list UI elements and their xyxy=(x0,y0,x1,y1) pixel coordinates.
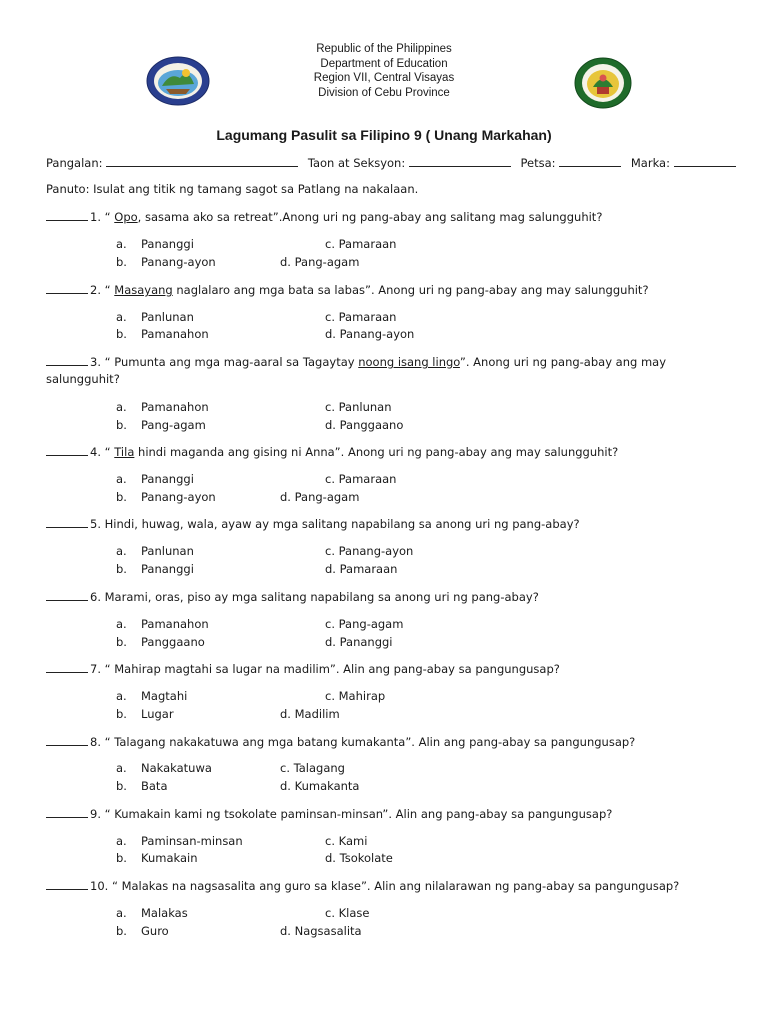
letterhead-line: Department of Education xyxy=(320,57,448,70)
option-text: Pananggi xyxy=(141,562,194,576)
question-text: , sasama ako sa retreat”.Anong uri ng pang-abay ang salitang mag salungguhit? xyxy=(137,210,603,224)
question-number: 5. xyxy=(90,517,101,531)
option-text: Lugar xyxy=(141,707,174,721)
answer-blank[interactable] xyxy=(46,806,88,818)
option-letter: b. xyxy=(116,418,127,432)
question-text: “ Malakas na nagsasalita ang guro sa klase”. Alin ang nilalarawan ng pang-abay sa pangungusap? xyxy=(108,879,680,893)
option-text: c. Panlunan xyxy=(325,400,392,414)
question-5 xyxy=(46,516,726,533)
name-label: Pangalan: xyxy=(46,156,103,170)
answer-blank[interactable] xyxy=(46,661,88,673)
option-text: Paminsan-minsan xyxy=(141,834,243,848)
question-text: “ xyxy=(100,283,115,297)
question-2 xyxy=(46,282,726,299)
option-letter: b. xyxy=(116,851,127,865)
question-8 xyxy=(46,734,726,751)
option-text: d. Pang-agam xyxy=(280,490,360,504)
option-text: Panlunan xyxy=(141,544,194,558)
underlined-word: Tila xyxy=(114,445,135,459)
option-text: Malakas xyxy=(141,906,188,920)
question-text: “ Mahirap magtahi sa lugar na madilim”. Alin ang pang-abay sa pangungusap? xyxy=(100,662,560,676)
option-text: c. Pamaraan xyxy=(325,472,397,486)
option-text: c. Pang-agam xyxy=(325,617,404,631)
option-letter: b. xyxy=(116,490,127,504)
option-letter: b. xyxy=(116,779,127,793)
option-text: Guro xyxy=(141,924,169,938)
underlined-word: Opo xyxy=(114,210,138,224)
option-letter: a. xyxy=(116,400,127,414)
question-text: “ Talagang nakakatuwa ang mga batang kumakanta”. Alin ang pang-abay sa pangungusap? xyxy=(100,735,636,749)
option-text: c. Mahirap xyxy=(325,689,386,703)
answer-blank[interactable] xyxy=(46,354,88,366)
question-text: “ Pumunta ang mga mag-aaral sa Tagaytay xyxy=(100,355,359,369)
quiz-title: Lagumang Pasulit sa Filipino 9 ( Unang Markahan) xyxy=(216,127,552,143)
option-text: Panggaano xyxy=(141,635,205,649)
underlined-word: Masayang xyxy=(114,283,173,297)
letterhead-line: Republic of the Philippines xyxy=(316,43,452,55)
option-text: d. Panggaano xyxy=(325,418,404,432)
option-text: Pananggi xyxy=(141,472,194,486)
answer-blank[interactable] xyxy=(46,444,88,456)
option-text: c. Pamaraan xyxy=(325,237,397,251)
question-7 xyxy=(46,661,726,678)
option-letter: a. xyxy=(116,544,127,558)
question-6 xyxy=(46,589,726,606)
option-text: Panang-ayon xyxy=(141,255,216,269)
question-text: hindi maganda ang gising ni Anna”. Anong uri ng pang-abay ang may salungguhit? xyxy=(134,445,619,459)
question-text: Hindi, huwag, wala, ayaw ay mga salitang napabilang sa anong uri ng pang-abay? xyxy=(100,517,580,531)
letterhead-line: Region VII, Central Visayas xyxy=(313,72,455,84)
question-1 xyxy=(46,209,726,226)
date-label: Petsa: xyxy=(520,156,556,170)
question-text: ”. Anong uri ng pang-abay ang may salungguhit? xyxy=(46,355,667,386)
option-text: c. Panang-ayon xyxy=(325,544,414,558)
option-letter: a. xyxy=(116,472,127,486)
question-text: “ xyxy=(100,445,115,459)
answer-blank[interactable] xyxy=(46,878,88,890)
option-text: c. Kami xyxy=(325,834,368,848)
underlined-word: noong isang lingo xyxy=(358,355,460,369)
question-number: 3. xyxy=(90,355,101,369)
option-text: Bata xyxy=(141,779,168,793)
section-field[interactable] xyxy=(409,155,511,167)
option-text: d. Tsokolate xyxy=(325,851,393,865)
question-10 xyxy=(46,878,726,895)
option-letter: b. xyxy=(116,924,127,938)
option-letter: b. xyxy=(116,255,127,269)
option-letter: b. xyxy=(116,707,127,721)
option-text: Kumakain xyxy=(141,851,198,865)
question-text: “ Kumakain kami ng tsokolate paminsan-minsan”. Alin ang pang-abay sa pangungusap? xyxy=(100,807,613,821)
question-number: 8. xyxy=(90,735,101,749)
option-text: Pamanahon xyxy=(141,327,209,341)
option-text: c. Klase xyxy=(325,906,370,920)
option-text: c. Pamaraan xyxy=(325,310,397,324)
question-9 xyxy=(46,806,726,823)
option-text: d. Pamaraan xyxy=(325,562,398,576)
answer-blank[interactable] xyxy=(46,734,88,746)
option-letter: b. xyxy=(116,562,127,576)
option-text: Magtahi xyxy=(141,689,188,703)
instructions: Panuto: Isulat ang titik ng tamang sagot sa Patlang na nakalaan. xyxy=(46,182,419,196)
question-number: 7. xyxy=(90,662,101,676)
question-number: 6. xyxy=(90,590,101,604)
question-3 xyxy=(46,354,686,388)
option-text: d. Nagsasalita xyxy=(280,924,362,938)
option-text: d. Kumakanta xyxy=(280,779,360,793)
question-text: naglalaro ang mga bata sa labas”. Anong uri ng pang-abay ang may salungguhit? xyxy=(172,283,649,297)
question-number: 4. xyxy=(90,445,101,459)
question-text: “ xyxy=(100,210,115,224)
date-field[interactable] xyxy=(559,155,621,167)
answer-blank[interactable] xyxy=(46,589,88,601)
score-field[interactable] xyxy=(674,155,736,167)
student-info-fields xyxy=(46,155,736,170)
option-text: d. Madilim xyxy=(280,707,340,721)
score-label: Marka: xyxy=(630,156,670,170)
option-text: d. Pang-agam xyxy=(280,255,360,269)
question-number: 10. xyxy=(90,879,109,893)
option-text: Panlunan xyxy=(141,310,194,324)
option-text: Pananggi xyxy=(141,237,194,251)
answer-blank[interactable] xyxy=(46,209,88,221)
option-letter: a. xyxy=(116,834,127,848)
option-letter: a. xyxy=(116,689,127,703)
option-letter: a. xyxy=(116,906,127,920)
name-field[interactable] xyxy=(106,155,298,167)
section-label: Taon at Seksyon: xyxy=(307,156,406,170)
question-4 xyxy=(46,444,726,461)
option-letter: b. xyxy=(116,327,127,341)
option-text: d. Pananggi xyxy=(325,635,393,649)
question-number: 1. xyxy=(90,210,101,224)
question-text: Marami, oras, piso ay mga salitang napabilang sa anong uri ng pang-abay? xyxy=(100,590,539,604)
option-text: Pamanahon xyxy=(141,617,209,631)
answer-blank[interactable] xyxy=(46,516,88,528)
option-text: Pang-agam xyxy=(141,418,206,432)
option-letter: b. xyxy=(116,635,127,649)
option-letter: a. xyxy=(116,617,127,631)
option-text: Panang-ayon xyxy=(141,490,216,504)
option-letter: a. xyxy=(116,761,127,775)
letterhead xyxy=(0,42,768,100)
letterhead-line: Division of Cebu Province xyxy=(318,86,450,99)
question-number: 2. xyxy=(90,283,101,297)
option-letter: a. xyxy=(116,237,127,251)
option-text: d. Panang-ayon xyxy=(325,327,415,341)
question-number: 9. xyxy=(90,807,101,821)
option-letter: a. xyxy=(116,310,127,324)
answer-blank[interactable] xyxy=(46,282,88,294)
option-text: Pamanahon xyxy=(141,400,209,414)
option-text: Nakakatuwa xyxy=(141,761,212,775)
option-text: c. Talagang xyxy=(280,761,345,775)
